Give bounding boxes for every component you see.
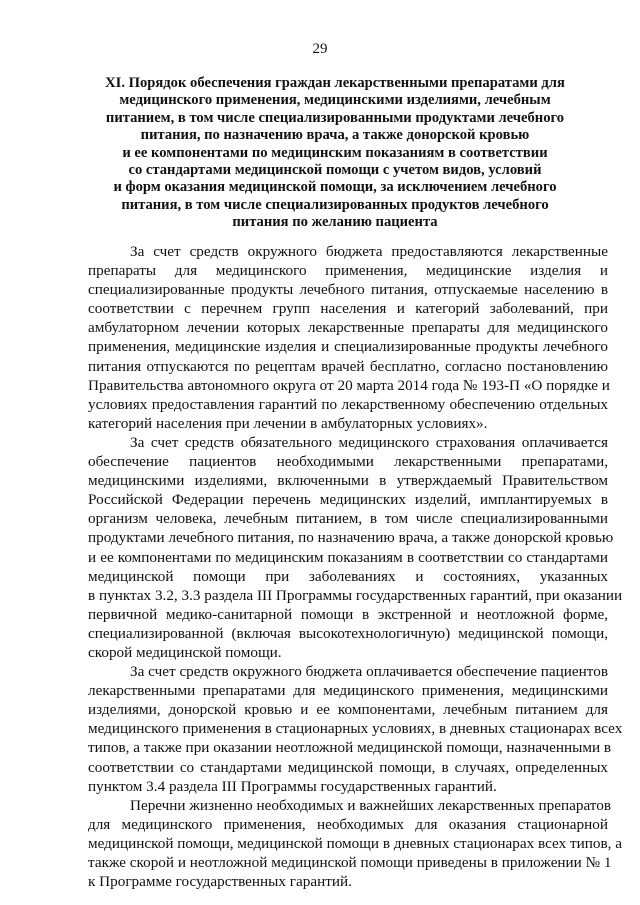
paragraph-regional-budget-inpatient	[88, 662, 623, 796]
section-title-line: и форм оказания медицинской помощи, за исключением лечебного	[113, 179, 557, 196]
body-text	[88, 242, 623, 891]
paragraph-line: За счет средств окружного бюджета оплачивается обеспечение пациентов	[130, 663, 608, 681]
paragraph-line: медицинского применения в стационарных условиях, в дневных стационарах всех	[88, 720, 623, 738]
paragraph-line: Российской Федерации перечень медицинских изделий, имплантируемых в	[88, 491, 608, 509]
paragraph-line: медицинскими изделиями, включенными в утверждаемый Правительством	[88, 472, 608, 490]
paragraph-line: изделиями, донорской кровью и ее компонентами, лечебным питанием для	[88, 701, 608, 719]
section-title-line: XI. Порядок обеспечения граждан лекарственными препаратами для	[105, 75, 565, 91]
paragraph-line: За счет средств окружного бюджета предоставляются лекарственные	[130, 243, 608, 260]
paragraph-line: препараты для медицинского применения, медицинские изделия и	[88, 262, 608, 280]
paragraph-line: для медицинского применения, необходимых для оказания стационарной	[88, 815, 608, 833]
paragraph-line: первичной медико-санитарной помощи в экстренной и неотложной форме,	[88, 605, 608, 623]
section-title	[95, 75, 575, 232]
section-title-line: медицинского применения, медицинскими изделиями, лечебным	[119, 92, 551, 109]
paragraph-line: к Программе государственных гарантий.	[88, 873, 352, 891]
paragraph-line: питания отпускаются по рецептам врачей бесплатно, согласно постановлению	[88, 357, 608, 375]
paragraph-line: категорий населения при лечении в амбулаторных условиях».	[88, 414, 488, 432]
paragraph-line: медицинской помощи, медицинской помощи в дневных стационарах всех типов, а	[88, 834, 622, 852]
paragraph-line: условиях предоставления гарантий по лекарственному обеспечению отдельных	[88, 395, 608, 413]
paragraph-line: организм человека, лечебным питанием, в том числе специализированными	[88, 510, 608, 528]
paragraph-line: За счет средств обязательного медицинского страхования оплачивается	[130, 433, 608, 451]
paragraph-line: специализированной (включая высокотехнологичную) медицинской помощи,	[88, 624, 608, 642]
paragraph-regional-budget-outpatient	[88, 242, 608, 433]
paragraph-line: в пунктах 3.2, 3.3 раздела III Программы государственных гарантий, при оказании	[88, 586, 623, 604]
section-title-line: питания по желанию пациента	[232, 214, 438, 231]
section-title-line: питания, по назначению врача, а также донорской кровью	[140, 127, 530, 144]
paragraph-line: Правительства автономного округа от 20 марта 2014 года № 193-П «О порядке и	[88, 376, 610, 394]
paragraph-line: применения, медицинские изделия и специализированные продукты лечебного	[88, 338, 608, 356]
paragraph-line: типов, а также при оказании неотложной медицинской помощи, назначенными в	[88, 739, 612, 757]
section-title-line: со стандартами медицинской помощи с учетом видов, условий	[128, 162, 542, 179]
paragraph-line: медицинской помощи при заболеваниях и состояниях, указанных	[88, 567, 608, 585]
section-title-line: питания, в том числе специализированных продуктов лечебного	[121, 196, 549, 213]
paragraph-line: лекарственными препаратами для медицинского применения, медицинскими	[88, 682, 608, 700]
paragraph-line: амбулаторном лечении которых лекарственные препараты для медицинского	[88, 319, 608, 337]
paragraph-essential-drugs-lists	[88, 796, 622, 891]
page-number: 29	[312, 41, 328, 57]
paragraph-line: скорой медицинской помощи.	[88, 643, 282, 661]
paragraph-line: обеспечение пациентов необходимыми лекарственными препаратами,	[88, 453, 608, 471]
paragraph-line: соответствии с перечнем групп населения и категорий заболеваний, при	[88, 300, 608, 318]
paragraph-line: пунктом 3.4 раздела III Программы государственных гарантий.	[88, 777, 497, 795]
paragraph-line: и ее компонентами по медицинским показаниям в соответствии со стандартами	[88, 548, 608, 566]
paragraph-mandatory-insurance	[88, 433, 623, 662]
paragraph-line: продуктами лечебного питания, по назначению врача, а также донорской кровью	[88, 529, 614, 547]
paragraph-line: также скорой и неотложной медицинской помощи приведены в приложении № 1	[88, 854, 612, 871]
section-title-line: питанием, в том числе специализированными продуктами лечебного	[105, 109, 565, 126]
paragraph-line: Перечни жизненно необходимых и важнейших лекарственных препаратов	[130, 796, 611, 814]
section-title-line: и ее компонентами по медицинским показаниям в соответствии	[122, 144, 548, 161]
paragraph-line: соответствии со стандартами медицинской помощи, в случаях, определенных	[88, 758, 608, 776]
paragraph-line: специализированные продукты лечебного питания, отпускаемые населению в	[88, 281, 608, 299]
